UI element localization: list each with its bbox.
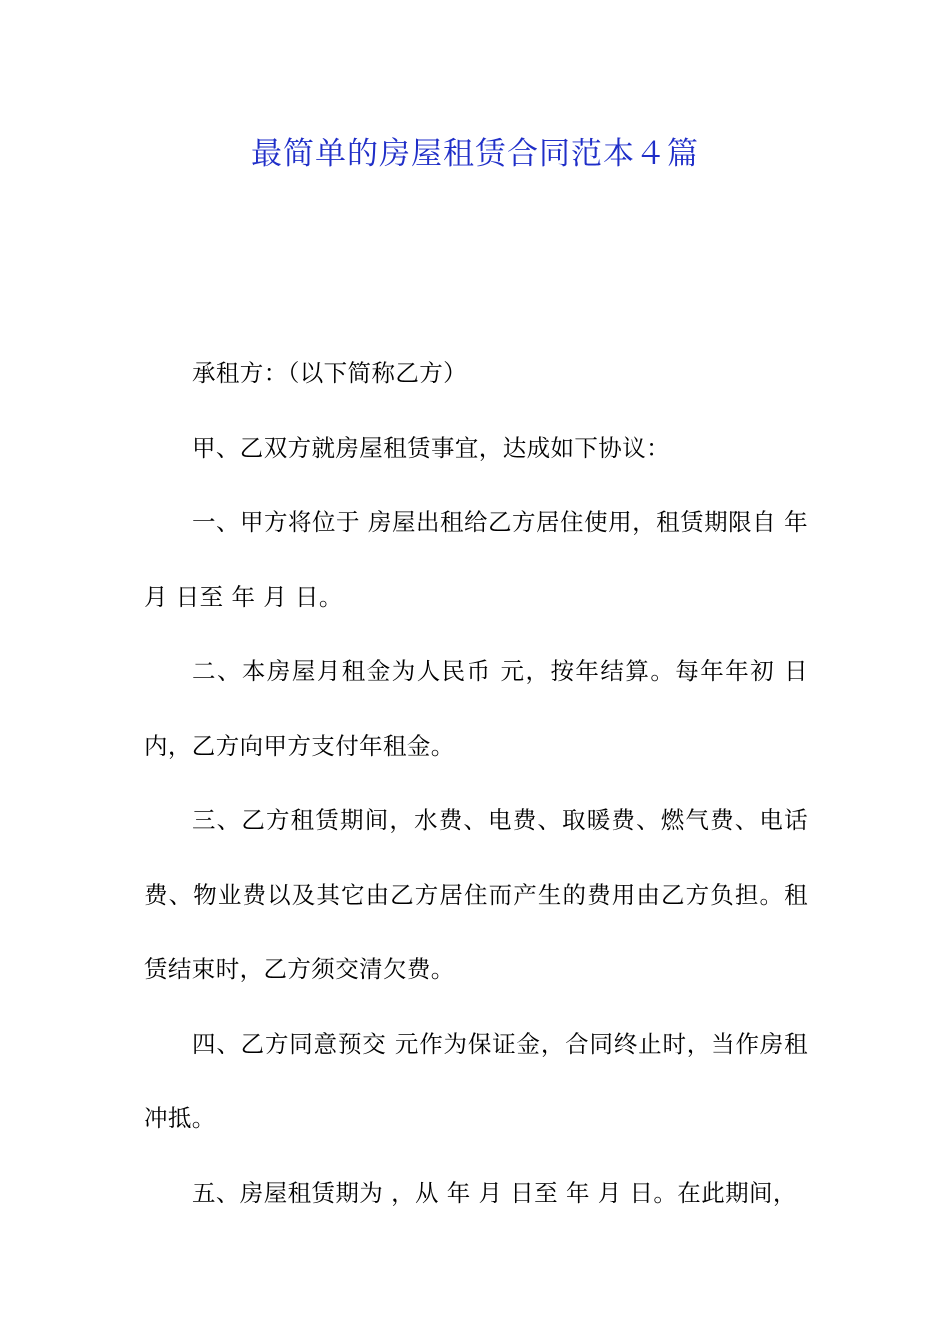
paragraph-clause-2: 二、本房屋月租金为人民币 元，按年结算。每年年初 日内，乙方向甲方支付年租金。 [144, 657, 808, 760]
paragraph-lessee: 承租方：（以下简称乙方） [192, 359, 468, 387]
document-title: 最简单的房屋租赁合同范本４篇 [251, 136, 699, 172]
paragraph-clause-5: 五、房屋租赁期为 ，从 年 月 日至 年 月 日。在此期间， [192, 1178, 797, 1207]
paragraph-clause-1: 一、甲方将位于 房屋出租给乙方居住使用，租赁期限自 年 月 日至 年 月 日。 [144, 508, 808, 611]
paragraph-clause-4: 四、乙方同意预交 元作为保证金，合同终止时，当作房租冲抵。 [144, 1029, 808, 1132]
paragraph-agreement-intro: 甲、乙双方就房屋租赁事宜，达成如下协议： [192, 433, 670, 462]
document-body [144, 336, 808, 1230]
paragraph-clause-3: 三、乙方租赁期间，水费、电费、取暖费、燃气费、电话费、物业费以及其它由乙方居住而产生的费用由乙方负担。租赁结束时，乙方须交清欠费。 [144, 806, 808, 983]
